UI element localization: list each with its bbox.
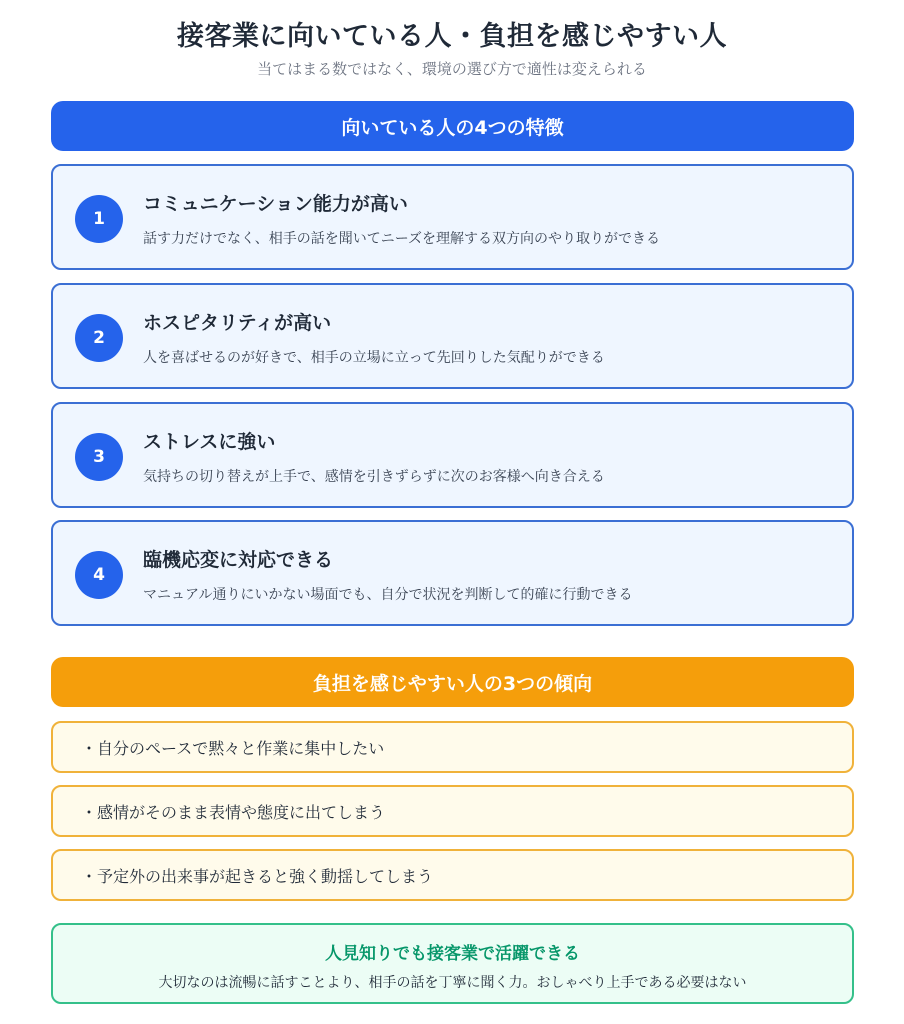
trait-description: マニュアル通りにいかない場面でも、自分で状況を判断して的確に行動できる (143, 587, 633, 603)
trait-title: 臨機応変に対応できる (143, 549, 334, 571)
trait-number-badge: 1 (75, 195, 123, 243)
tendency-item-2: ・感情がそのまま表情や態度に出てしまう (51, 785, 854, 837)
suited-section-header: 向いている人の4つの特徴 (51, 101, 854, 151)
trait-description: 人を喜ばせるのが好きで、相手の立場に立って先回りした気配りができる (143, 350, 605, 366)
note-box (51, 923, 854, 1004)
trait-title: コミュニケーション能力が高い (143, 193, 408, 215)
trait-card-2 (51, 283, 854, 389)
trait-description: 話す力だけでなく、相手の話を聞いてニーズを理解する双方向のやり取りができる (143, 231, 661, 247)
page-subtitle: 当てはまる数ではなく、環境の選び方で適性は変えられる (257, 60, 647, 78)
trait-number-badge: 2 (75, 314, 123, 362)
trait-title: ホスピタリティが高い (143, 312, 332, 334)
trait-number-badge: 3 (75, 433, 123, 481)
trait-card-3 (51, 402, 854, 508)
trait-card-4 (51, 520, 854, 626)
tendency-item-1: ・自分のペースで黙々と作業に集中したい (51, 721, 854, 773)
page-title: 接客業に向いている人・負担を感じやすい人 (177, 21, 727, 52)
burden-section-header: 負担を感じやすい人の3つの傾向 (51, 657, 854, 707)
note-body: 大切なのは流暢に話すことより、相手の話を丁寧に聞く力。おしゃべり上手である必要はない (158, 975, 747, 991)
trait-title: ストレスに強い (143, 431, 276, 453)
trait-description: 気持ちの切り替えが上手で、感情を引きずらずに次のお客様へ向き合える (143, 469, 605, 485)
note-title: 人見知りでも接客業で活躍できる (325, 944, 580, 964)
trait-card-1 (51, 164, 854, 270)
trait-number-badge: 4 (75, 551, 123, 599)
tendency-item-3: ・予定外の出来事が起きると強く動揺してしまう (51, 849, 854, 901)
